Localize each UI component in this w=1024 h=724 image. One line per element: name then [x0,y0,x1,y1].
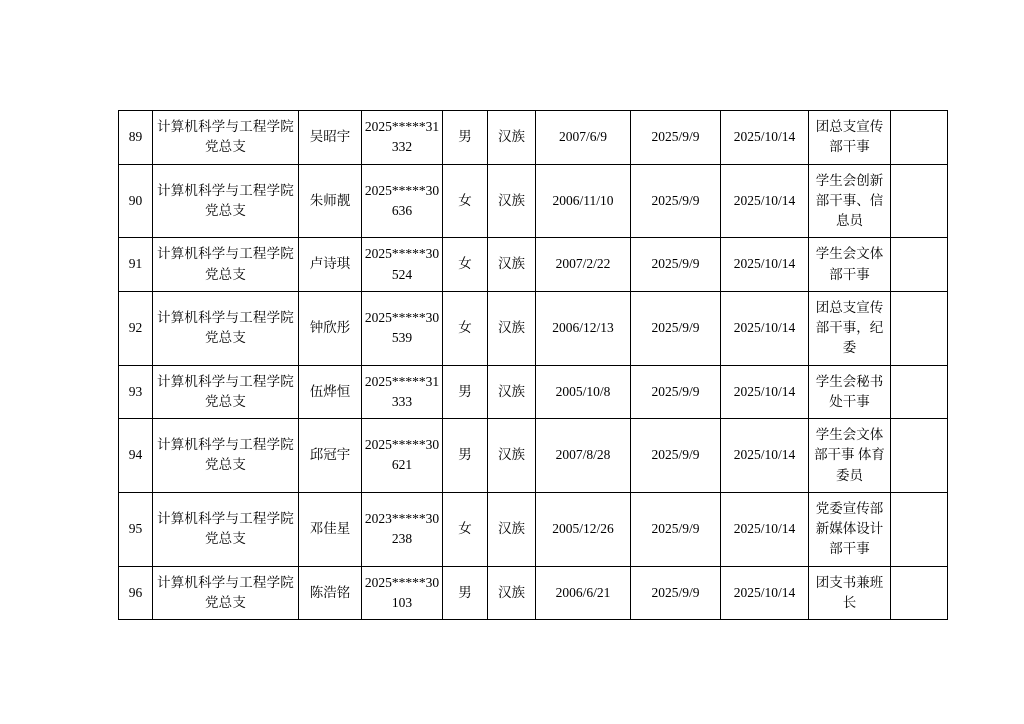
cell-gender: 女 [443,291,488,365]
cell-active-date: 2025/10/14 [721,566,809,620]
cell-apply-date: 2025/9/9 [631,419,721,493]
cell-apply-date: 2025/9/9 [631,164,721,238]
cell-id-number: 2025*****31333 [362,365,443,419]
cell-duty: 学生会创新部干事、信息员 [809,164,891,238]
cell-index: 95 [119,492,153,566]
table-row [119,164,948,238]
cell-gender: 男 [443,365,488,419]
cell-branch: 计算机科学与工程学院党总支 [153,238,299,292]
cell-branch: 计算机科学与工程学院党总支 [153,365,299,419]
cell-active-date: 2025/10/14 [721,365,809,419]
cell-apply-date: 2025/9/9 [631,111,721,165]
table-row [119,419,948,493]
roster-table-body [119,111,948,620]
cell-active-date: 2025/10/14 [721,164,809,238]
cell-ethnicity: 汉族 [488,365,536,419]
cell-ethnicity: 汉族 [488,492,536,566]
cell-active-date: 2025/10/14 [721,238,809,292]
cell-duty: 团总支宣传部干事 [809,111,891,165]
cell-index: 96 [119,566,153,620]
cell-index: 92 [119,291,153,365]
table-row [119,238,948,292]
cell-note [891,238,948,292]
cell-branch: 计算机科学与工程学院党总支 [153,492,299,566]
cell-birth-date: 2005/12/26 [536,492,631,566]
cell-note [891,164,948,238]
cell-birth-date: 2006/11/10 [536,164,631,238]
cell-name: 钟欣彤 [299,291,362,365]
cell-gender: 男 [443,419,488,493]
cell-name: 卢诗琪 [299,238,362,292]
cell-note [891,291,948,365]
cell-birth-date: 2006/12/13 [536,291,631,365]
cell-duty: 党委宣传部新媒体设计部干事 [809,492,891,566]
cell-gender: 女 [443,492,488,566]
cell-gender: 男 [443,111,488,165]
cell-index: 93 [119,365,153,419]
cell-ethnicity: 汉族 [488,111,536,165]
cell-ethnicity: 汉族 [488,419,536,493]
cell-ethnicity: 汉族 [488,164,536,238]
table-row [119,492,948,566]
cell-name: 陈浩铭 [299,566,362,620]
cell-name: 朱师靓 [299,164,362,238]
cell-active-date: 2025/10/14 [721,291,809,365]
cell-id-number: 2025*****30621 [362,419,443,493]
cell-apply-date: 2025/9/9 [631,492,721,566]
cell-name: 邱冠宇 [299,419,362,493]
cell-birth-date: 2007/8/28 [536,419,631,493]
cell-id-number: 2025*****30524 [362,238,443,292]
cell-apply-date: 2025/9/9 [631,365,721,419]
table-row [119,365,948,419]
cell-index: 90 [119,164,153,238]
cell-apply-date: 2025/9/9 [631,291,721,365]
cell-gender: 女 [443,238,488,292]
cell-active-date: 2025/10/14 [721,111,809,165]
cell-gender: 女 [443,164,488,238]
cell-branch: 计算机科学与工程学院党总支 [153,419,299,493]
cell-note [891,492,948,566]
cell-active-date: 2025/10/14 [721,492,809,566]
cell-id-number: 2025*****30636 [362,164,443,238]
cell-name: 吴昭宇 [299,111,362,165]
cell-index: 89 [119,111,153,165]
cell-birth-date: 2006/6/21 [536,566,631,620]
cell-active-date: 2025/10/14 [721,419,809,493]
cell-branch: 计算机科学与工程学院党总支 [153,566,299,620]
cell-birth-date: 2007/6/9 [536,111,631,165]
cell-birth-date: 2005/10/8 [536,365,631,419]
table-row [119,111,948,165]
cell-id-number: 2023*****30238 [362,492,443,566]
table-row [119,291,948,365]
cell-duty: 学生会文体部干事 体育委员 [809,419,891,493]
cell-duty: 团支书兼班长 [809,566,891,620]
cell-gender: 男 [443,566,488,620]
cell-apply-date: 2025/9/9 [631,566,721,620]
cell-birth-date: 2007/2/22 [536,238,631,292]
cell-index: 91 [119,238,153,292]
cell-duty: 团总支宣传部干事，纪委 [809,291,891,365]
cell-branch: 计算机科学与工程学院党总支 [153,111,299,165]
cell-apply-date: 2025/9/9 [631,238,721,292]
cell-duty: 学生会秘书处干事 [809,365,891,419]
roster-table-container [118,110,907,620]
cell-index: 94 [119,419,153,493]
cell-note [891,365,948,419]
cell-branch: 计算机科学与工程学院党总支 [153,164,299,238]
cell-ethnicity: 汉族 [488,566,536,620]
cell-id-number: 2025*****30539 [362,291,443,365]
cell-id-number: 2025*****30103 [362,566,443,620]
cell-id-number: 2025*****31332 [362,111,443,165]
cell-note [891,111,948,165]
cell-note [891,419,948,493]
cell-name: 伍烨恒 [299,365,362,419]
roster-table [118,110,948,620]
cell-note [891,566,948,620]
cell-branch: 计算机科学与工程学院党总支 [153,291,299,365]
table-row [119,566,948,620]
cell-duty: 学生会文体部干事 [809,238,891,292]
cell-name: 邓佳星 [299,492,362,566]
cell-ethnicity: 汉族 [488,291,536,365]
cell-ethnicity: 汉族 [488,238,536,292]
